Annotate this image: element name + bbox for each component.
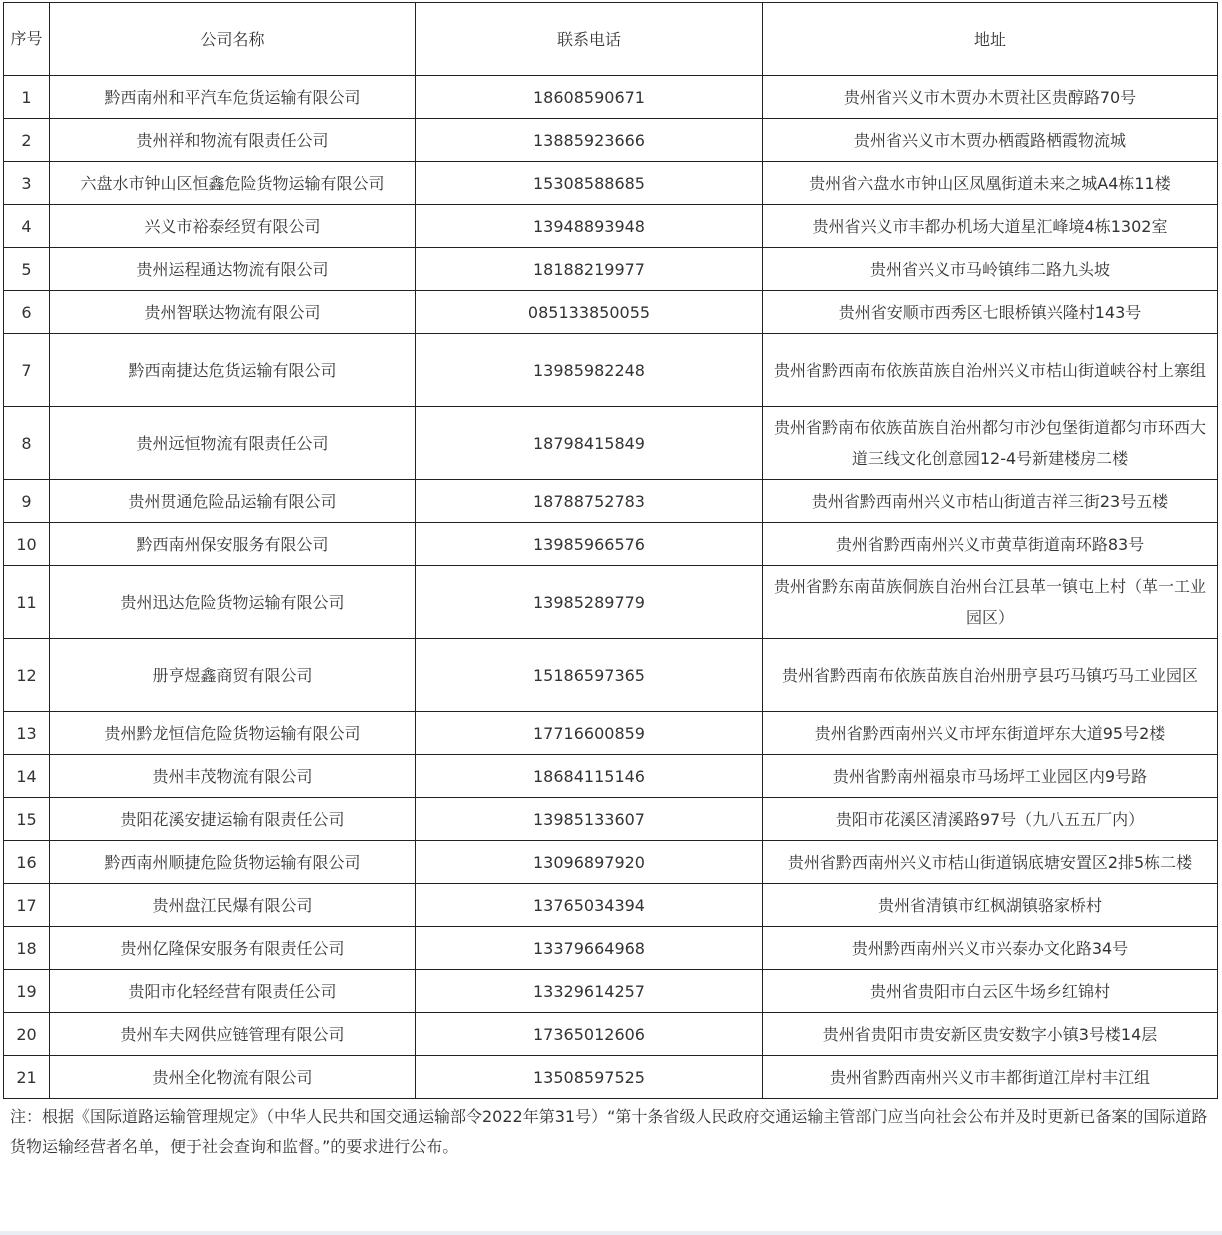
cell-phone: 18798415849 xyxy=(416,407,763,480)
cell-phone: 18608590671 xyxy=(416,76,763,119)
cell-serial-number: 2 xyxy=(4,119,50,162)
table-row xyxy=(4,162,1218,205)
cell-company-name: 贵州智联达物流有限公司 xyxy=(50,291,416,334)
cell-serial-number: 20 xyxy=(4,1013,50,1056)
cell-serial-number: 16 xyxy=(4,841,50,884)
cell-phone: 13985133607 xyxy=(416,798,763,841)
cell-company-name: 兴义市裕泰经贸有限公司 xyxy=(50,205,416,248)
cell-serial-number: 11 xyxy=(4,566,50,639)
header-serial-number: 序号 xyxy=(4,3,50,76)
cell-serial-number: 15 xyxy=(4,798,50,841)
cell-phone: 13948893948 xyxy=(416,205,763,248)
cell-serial-number: 17 xyxy=(4,884,50,927)
cell-phone: 13329614257 xyxy=(416,970,763,1013)
cell-company-name: 贵州丰茂物流有限公司 xyxy=(50,755,416,798)
cell-address: 贵州省贵阳市白云区牛场乡红锦村 xyxy=(763,970,1218,1013)
cell-serial-number: 14 xyxy=(4,755,50,798)
header-company-name: 公司名称 xyxy=(50,3,416,76)
cell-address: 贵州省清镇市红枫湖镇骆家桥村 xyxy=(763,884,1218,927)
cell-address: 贵州省兴义市马岭镇纬二路九头坡 xyxy=(763,248,1218,291)
cell-address: 贵州黔西南州兴义市兴泰办文化路34号 xyxy=(763,927,1218,970)
cell-address: 贵州省黔东南苗族侗族自治州台江县革一镇屯上村（革一工业园区） xyxy=(763,566,1218,639)
table-row xyxy=(4,119,1218,162)
cell-address: 贵州省安顺市西秀区七眼桥镇兴隆村143号 xyxy=(763,291,1218,334)
cell-address: 贵州省黔西南州兴义市坪东街道坪东大道95号2楼 xyxy=(763,712,1218,755)
table-row xyxy=(4,523,1218,566)
cell-company-name: 黔西南州和平汽车危货运输有限公司 xyxy=(50,76,416,119)
table-row xyxy=(4,884,1218,927)
cell-phone: 13985966576 xyxy=(416,523,763,566)
cell-phone: 15308588685 xyxy=(416,162,763,205)
cell-address: 贵州省兴义市木贾办木贾社区贵醇路70号 xyxy=(763,76,1218,119)
table-row xyxy=(4,712,1218,755)
cell-company-name: 黔西南州顺捷危险货物运输有限公司 xyxy=(50,841,416,884)
table-row xyxy=(4,1056,1218,1099)
cell-company-name: 贵州亿隆保安服务有限责任公司 xyxy=(50,927,416,970)
cell-serial-number: 12 xyxy=(4,639,50,712)
cell-address: 贵州省黔西南布依族苗族自治州兴义市桔山街道峡谷村上寨组 xyxy=(763,334,1218,407)
cell-serial-number: 3 xyxy=(4,162,50,205)
cell-address: 贵州省黔西南州兴义市桔山街道吉祥三街23号五楼 xyxy=(763,480,1218,523)
cell-company-name: 六盘水市钟山区恒鑫危险货物运输有限公司 xyxy=(50,162,416,205)
page-bottom-divider xyxy=(0,1231,1222,1235)
table-row xyxy=(4,970,1218,1013)
cell-address: 贵州省黔西南州兴义市黄草街道南环路83号 xyxy=(763,523,1218,566)
cell-address: 贵州省贵阳市贵安新区贵安数字小镇3号楼14层 xyxy=(763,1013,1218,1056)
cell-serial-number: 9 xyxy=(4,480,50,523)
cell-address: 贵州省黔西南州兴义市丰都街道江岸村丰江组 xyxy=(763,1056,1218,1099)
cell-serial-number: 8 xyxy=(4,407,50,480)
table-row xyxy=(4,480,1218,523)
cell-phone: 13985982248 xyxy=(416,334,763,407)
table-header-row xyxy=(4,3,1218,76)
table-row xyxy=(4,291,1218,334)
cell-phone: 13885923666 xyxy=(416,119,763,162)
table-row xyxy=(4,798,1218,841)
cell-company-name: 贵州全化物流有限公司 xyxy=(50,1056,416,1099)
table-row xyxy=(4,334,1218,407)
cell-address: 贵州省兴义市木贾办栖霞路栖霞物流城 xyxy=(763,119,1218,162)
table-row xyxy=(4,248,1218,291)
cell-phone: 13508597525 xyxy=(416,1056,763,1099)
cell-company-name: 黔西南州保安服务有限公司 xyxy=(50,523,416,566)
cell-phone: 085133850055 xyxy=(416,291,763,334)
cell-address: 贵阳市花溪区清溪路97号（九八五五厂内） xyxy=(763,798,1218,841)
cell-address: 贵州省黔南布依族苗族自治州都匀市沙包堡街道都匀市环西大道三线文化创意园12-4号新建楼房二楼 xyxy=(763,407,1218,480)
cell-company-name: 贵州迅达危险货物运输有限公司 xyxy=(50,566,416,639)
cell-serial-number: 6 xyxy=(4,291,50,334)
cell-serial-number: 4 xyxy=(4,205,50,248)
cell-company-name: 贵阳市化轻经营有限责任公司 xyxy=(50,970,416,1013)
cell-company-name: 贵州贯通危险品运输有限公司 xyxy=(50,480,416,523)
cell-serial-number: 21 xyxy=(4,1056,50,1099)
header-address: 地址 xyxy=(763,3,1218,76)
table-row xyxy=(4,76,1218,119)
cell-company-name: 黔西南捷达危货运输有限公司 xyxy=(50,334,416,407)
table-row xyxy=(4,1013,1218,1056)
cell-company-name: 贵阳花溪安捷运输有限责任公司 xyxy=(50,798,416,841)
cell-phone: 13379664968 xyxy=(416,927,763,970)
cell-serial-number: 19 xyxy=(4,970,50,1013)
table-row xyxy=(4,927,1218,970)
header-phone: 联系电话 xyxy=(416,3,763,76)
cell-address: 贵州省黔西南州兴义市桔山街道锅底塘安置区2排5栋二楼 xyxy=(763,841,1218,884)
cell-address: 贵州省六盘水市钟山区凤凰街道未来之城A4栋11楼 xyxy=(763,162,1218,205)
cell-phone: 15186597365 xyxy=(416,639,763,712)
cell-company-name: 贵州远恒物流有限责任公司 xyxy=(50,407,416,480)
cell-serial-number: 13 xyxy=(4,712,50,755)
table-row xyxy=(4,407,1218,480)
cell-company-name: 贵州盘江民爆有限公司 xyxy=(50,884,416,927)
table-row xyxy=(4,566,1218,639)
cell-phone: 17365012606 xyxy=(416,1013,763,1056)
cell-serial-number: 10 xyxy=(4,523,50,566)
cell-address: 贵州省黔南州福泉市马场坪工业园区内9号路 xyxy=(763,755,1218,798)
cell-phone: 18684115146 xyxy=(416,755,763,798)
cell-serial-number: 18 xyxy=(4,927,50,970)
cell-phone: 17716600859 xyxy=(416,712,763,755)
cell-company-name: 贵州车夫网供应链管理有限公司 xyxy=(50,1013,416,1056)
cell-company-name: 贵州祥和物流有限责任公司 xyxy=(50,119,416,162)
cell-company-name: 贵州黔龙恒信危险货物运输有限公司 xyxy=(50,712,416,755)
cell-serial-number: 7 xyxy=(4,334,50,407)
cell-phone: 13765034394 xyxy=(416,884,763,927)
cell-company-name: 册亨煜鑫商贸有限公司 xyxy=(50,639,416,712)
cell-address: 贵州省黔西南布依族苗族自治州册亨县巧马镇巧马工业园区 xyxy=(763,639,1218,712)
cell-phone: 18188219977 xyxy=(416,248,763,291)
cell-serial-number: 5 xyxy=(4,248,50,291)
footnote: 注：根据《国际道路运输管理规定》（中华人民共和国交通运输部令2022年第31号）“第十条省级人民政府交通运输主管部门应当向社会公布并及时更新已备案的国际道路货物运输经营者名单，便于社会查询和监督。”的要求进行公布。 xyxy=(10,1107,1208,1156)
cell-address: 贵州省兴义市丰都办机场大道星汇峰境4栋1302室 xyxy=(763,205,1218,248)
cell-phone: 18788752783 xyxy=(416,480,763,523)
operator-table xyxy=(3,2,1218,1099)
table-row xyxy=(4,841,1218,884)
table-row xyxy=(4,205,1218,248)
cell-serial-number: 1 xyxy=(4,76,50,119)
cell-phone: 13096897920 xyxy=(416,841,763,884)
table-row xyxy=(4,639,1218,712)
cell-company-name: 贵州运程通达物流有限公司 xyxy=(50,248,416,291)
cell-phone: 13985289779 xyxy=(416,566,763,639)
table-row xyxy=(4,755,1218,798)
